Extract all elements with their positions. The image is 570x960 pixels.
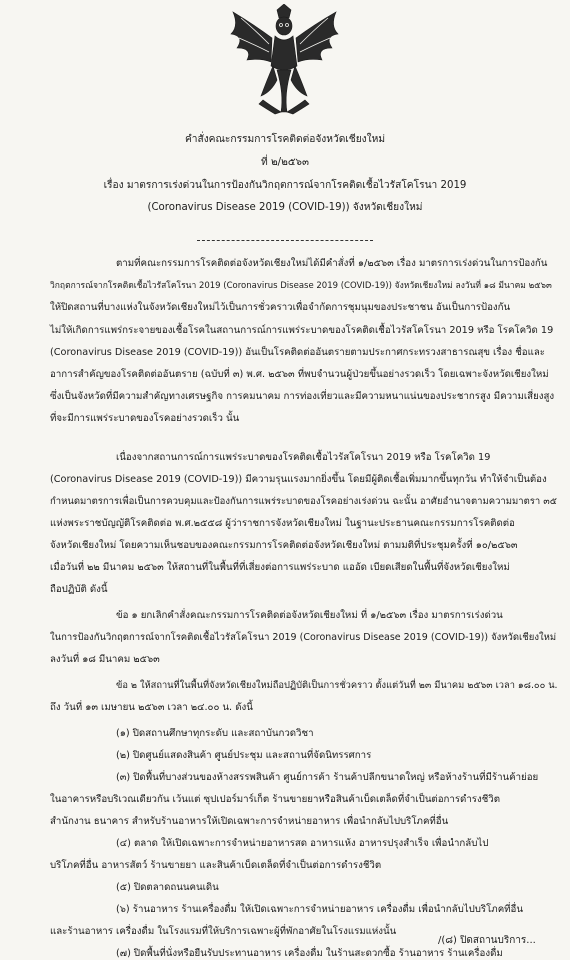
- continuation-note: /(๘) ปิดสถานบริการ...: [438, 935, 536, 946]
- garuda-emblem-icon: [227, 4, 342, 116]
- order-title: คำสั่งคณะกรรมการโรคติดต่อจังหวัดเชียงใหม่: [184, 134, 386, 145]
- order-subject-continued: (Coronavirus Disease 2019 (COVID-19)) จังหวัดเชียงใหม่: [147, 202, 423, 213]
- paragraph-line: บริโภคที่อื่น อาหารสัตว์ ร้านขายยา และสินค้าเบ็ดเตล็ดที่จำเป็นต่อการดำรงชีวิต: [50, 860, 382, 871]
- paragraph-line: และร้านอาหาร เครื่องดื่ม ในโรงแรมที่ให้บริการเฉพาะผู้ที่พักอาศัยในโรงแรมแห่งนั้น: [50, 926, 397, 937]
- list-item: (๓) ปิดพื้นที่บางส่วนของห้างสรรพสินค้า ศูนย์การค้า ร้านค้าปลีกขนาดใหญ่ หรือห้างร้านที่มีร้านค้าย่อย: [116, 772, 539, 783]
- list-item: (๒) ปิดศูนย์แสดงสินค้า ศูนย์ประชุม และสถานที่จัดนิทรรศการ: [116, 750, 372, 761]
- paragraph-line: ที่จะมีการแพร่ระบาดของโรคอย่างรวดเร็ว นั้น: [50, 413, 240, 424]
- paragraph-line: อาการสำคัญของโรคติดต่ออันตราย (ฉบับที่ ๓) พ.ศ. ๒๕๖๓ ที่พบจำนวนผู้ป่วยขึ้นอย่างรวดเร็ว โดยเฉพาะจังหวัดเชียงใหม่: [50, 369, 549, 380]
- list-item: (๑) ปิดสถานศึกษาทุกระดับ และสถาบันกวดวิชา: [116, 728, 314, 739]
- paragraph-line: ในการป้องกันวิกฤตการณ์จากโรคติดเชื้อไวรัสโคโรนา 2019 (Coronavirus Disease 2019 (COVID-19)) จังหวัดเชียงใหม่: [50, 632, 557, 643]
- clause-1: ข้อ ๑ ยกเลิกคำสั่งคณะกรรมการโรคติดต่อจังหวัดเชียงใหม่ ที่ ๑/๒๕๖๓ เรื่อง มาตรการเร่งด่วน: [116, 610, 503, 621]
- clause-2: ข้อ ๒ ให้สถานที่ในพื้นที่จังหวัดเชียงใหม่ถือปฏิบัติเป็นการชั่วคราว ตั้งแต่วันที่ ๒๓ มีนาคม ๒๕๖๓ เวลา ๑๘.๐๐ น.: [116, 680, 558, 691]
- paragraph-line: ถึง วันที่ ๑๓ เมษายน ๒๕๖๓ เวลา ๒๔.๐๐ น. ดังนี้: [50, 702, 253, 713]
- paragraph-line: ให้ปิดสถานที่บางแห่งในจังหวัดเชียงใหม่ไว้เป็นการชั่วคราวเพื่อจำกัดการชุมนุมของประชาชน อันเป็นการป้องกัน: [50, 302, 511, 313]
- paragraph-line: จังหวัดเชียงใหม่ โดยความเห็นชอบของคณะกรรมการโรคติดต่อจังหวัดเชียงใหม่ ตามมติที่ประชุมครั้งที่ ๑๐/๒๕๖๓: [50, 540, 518, 551]
- list-item: (๖) ร้านอาหาร ร้านเครื่องดื่ม ให้เปิดเฉพาะการจำหน่ายอาหาร เครื่องดื่ม เพื่อนำกลับไปบริโภคที่อื่น: [116, 904, 524, 915]
- paragraph-line: (Coronavirus Disease 2019 (COVID-19)) อันเป็นโรคติดต่ออันตรายตามประกาศกระทรวงสาธารณสุข เรื่อง ชื่อและ: [50, 347, 545, 358]
- order-subject: เรื่อง มาตรการเร่งด่วนในการป้องกันวิกฤตการณ์จากโรคติดเชื้อไวรัสโคโรนา 2019: [103, 180, 467, 191]
- order-number: ที่ ๒/๒๕๖๓: [261, 157, 309, 168]
- paragraph-line: วิกฤตการณ์จากโรคติดเชื้อไวรัสโคโรนา 2019 (Coronavirus Disease 2019 (COVID-19)) จังหวัดเชียงใหม่ ลงวันที่ ๑๘ มีนาคม ๒๕๖๓: [50, 281, 552, 291]
- list-item: (๔) ตลาด ให้เปิดเฉพาะการจำหน่ายอาหารสด อาหารแห้ง อาหารปรุงสำเร็จ เพื่อนำกลับไป: [116, 838, 489, 849]
- paragraph-line: เมื่อวันที่ ๒๒ มีนาคม ๒๕๖๓ ให้สถานที่ในพื้นที่ที่เสี่ยงต่อการแพร่ระบาด แออัด เบียดเสียดในพื้นที่จังหวัดเชียงใหม่: [50, 562, 510, 573]
- paragraph-line: กำหนดมาตรการเพื่อเป็นการควบคุมและป้องกันการแพร่ระบาดของโรคอย่างเร่งด่วน ฉะนั้น อาศัยอำนาจตามความมาตรา ๓๕: [50, 496, 557, 507]
- paragraph-line: ไม่ให้เกิดการแพร่กระจายของเชื้อโรคในสถานการณ์การแพร่ระบาดของโรคติดเชื้อไวรัสโคโรนา 2019 หรือ โรคโควิด 19: [50, 325, 554, 336]
- paragraph-line: แห่งพระราชบัญญัติโรคติดต่อ พ.ศ.๒๕๕๘ ผู้ว่าราชการจังหวัดเชียงใหม่ ในฐานะประธานคณะกรรมการโรคติดต่อ: [50, 518, 515, 529]
- list-item: (๕) ปิดตลาดถนนคนเดิน: [116, 882, 219, 893]
- paragraph-line: ในอาคารหรือบริเวณเดียวกัน เว้นแต่ ซุปเปอร์มาร์เก็ต ร้านขายยาหรือสินค้าเบ็ดเตล็ดที่จำเป็นต่อการดำรงชีวิต: [50, 794, 501, 805]
- title-divider: [197, 240, 373, 241]
- paragraph-line: สำนักงาน ธนาคาร สำหรับร้านอาหารให้เปิดเฉพาะการจำหน่ายอาหาร เพื่อนำกลับไปบริโภคที่อื่น: [50, 816, 449, 827]
- paragraph-line: ลงวันที่ ๑๘ มีนาคม ๒๕๖๓: [50, 654, 160, 665]
- paragraph-line: เนื่องจากสถานการณ์การแพร่ระบาดของโรคติดเชื้อไวรัสโคโรนา 2019 หรือ โรคโควิด 19: [116, 452, 491, 463]
- paragraph-line: ถือปฏิบัติ ดังนี้: [50, 584, 108, 595]
- paragraph-line: ซึ่งเป็นจังหวัดที่มีความสำคัญทางเศรษฐกิจ การคมนาคม การท่องเที่ยวและมีความหนาแน่นของประชากรสูง มีความเสี่ยงสูง: [50, 391, 555, 402]
- paragraph-line: (Coronavirus Disease 2019 (COVID-19)) มีความรุนแรงมากยิ่งขึ้น โดยมีผู้ติดเชื้อเพิ่มมากขึ้นทุกวัน ทำให้จำเป็นต้อง: [50, 474, 547, 485]
- list-item: (๗) ปิดพื้นที่นั่งหรือยืนรับประทานอาหาร เครื่องดื่ม ในร้านสะดวกซื้อ ร้านอาหาร ร้านเครื่องดื่ม: [116, 948, 503, 959]
- paragraph-line: ตามที่คณะกรรมการโรคติดต่อจังหวัดเชียงใหม่ได้มีคำสั่งที่ ๑/๒๕๖๓ เรื่อง มาตรการเร่งด่วนในการป้องกัน: [116, 258, 548, 269]
